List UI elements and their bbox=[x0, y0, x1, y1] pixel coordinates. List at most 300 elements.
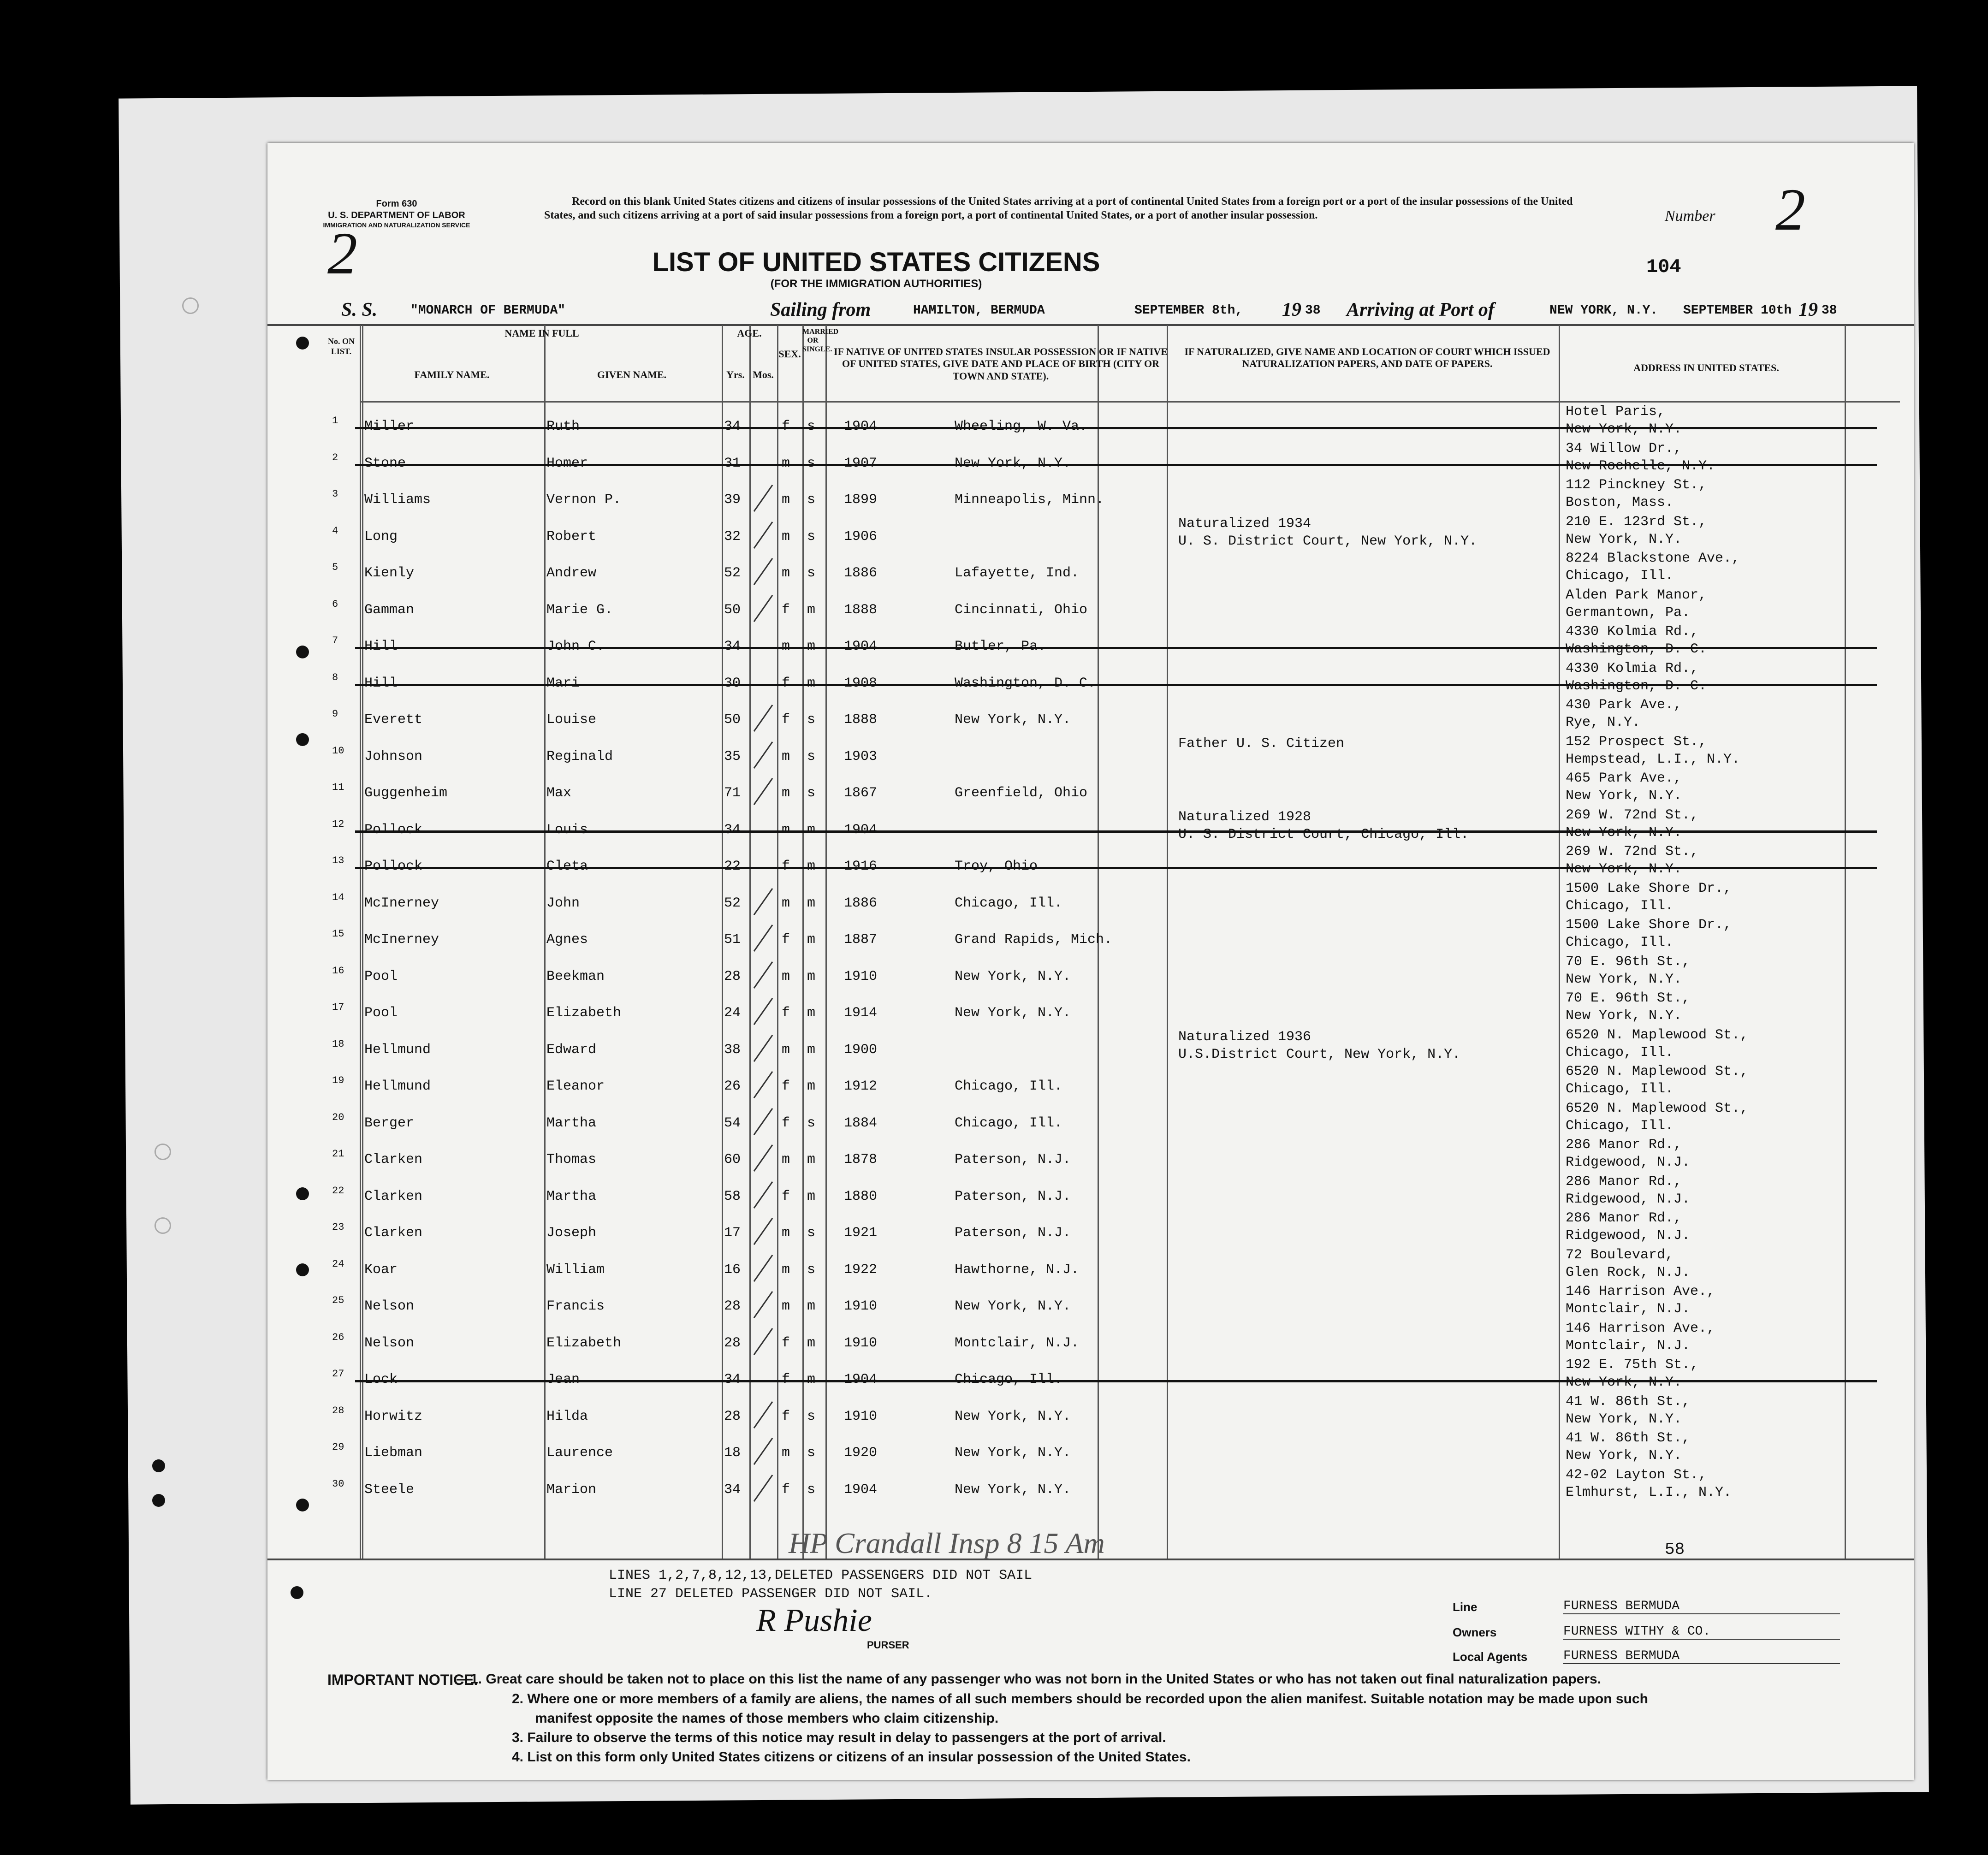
birth-place: Chicago, Ill. bbox=[955, 895, 1063, 911]
address-line-1: 6520 N. Maplewood St., bbox=[1566, 1027, 1749, 1043]
family-name: Miller bbox=[364, 419, 415, 434]
birth-place: New York, N.Y. bbox=[955, 1482, 1071, 1498]
address-line-1: 192 E. 75th St., bbox=[1566, 1357, 1699, 1373]
sex: m bbox=[782, 639, 790, 654]
table-top-rule bbox=[267, 324, 1914, 326]
given-name: Max bbox=[546, 785, 572, 801]
family-name: Lock bbox=[364, 1372, 398, 1387]
sex: m bbox=[782, 1042, 790, 1058]
age-years: 35 bbox=[724, 748, 741, 765]
address-line-1: 146 Harrison Ave., bbox=[1566, 1284, 1715, 1299]
birth-year: 1907 bbox=[844, 455, 878, 471]
sex: f bbox=[782, 1115, 790, 1131]
check-mark bbox=[754, 1034, 773, 1061]
strike-through-line bbox=[355, 1380, 1877, 1382]
birth-year: 1887 bbox=[844, 932, 878, 948]
sex: f bbox=[782, 1188, 790, 1204]
sex: m bbox=[782, 492, 790, 508]
marital-status: s bbox=[807, 455, 816, 471]
sex: m bbox=[782, 1298, 790, 1314]
passenger-count: 58 bbox=[1665, 1540, 1685, 1559]
given-name: Mari bbox=[546, 675, 580, 691]
marital-status: m bbox=[807, 1042, 816, 1058]
from-port: HAMILTON, BERMUDA bbox=[913, 303, 1045, 318]
check-mark bbox=[754, 594, 773, 622]
line-label: Line bbox=[1453, 1600, 1478, 1614]
depart-date: SEPTEMBER 8th, bbox=[1134, 303, 1243, 318]
number-label: Number bbox=[1665, 207, 1715, 225]
deleted-note-2: LINE 27 DELETED PASSENGER DID NOT SAIL. bbox=[609, 1586, 933, 1602]
birth-year: 1921 bbox=[844, 1225, 878, 1241]
birth-place: New York, N.Y. bbox=[955, 1445, 1071, 1461]
family-name: Everett bbox=[364, 712, 423, 728]
purser-signature: R Pushie bbox=[756, 1603, 872, 1638]
marital-status: s bbox=[807, 492, 816, 508]
check-mark bbox=[754, 1401, 773, 1428]
address-line-2: Ridgewood, N.J. bbox=[1566, 1155, 1691, 1170]
address-line-2: Ridgewood, N.J. bbox=[1566, 1191, 1691, 1207]
address-line-2: New York, N.Y. bbox=[1566, 421, 1682, 437]
check-mark bbox=[754, 1438, 773, 1465]
address-line-1: 41 W. 86th St., bbox=[1566, 1393, 1691, 1410]
given-name: Joseph bbox=[546, 1225, 597, 1241]
birth-year: 1904 bbox=[844, 639, 878, 654]
family-name: Gamman bbox=[364, 602, 415, 618]
col-given: GIVEN NAME. bbox=[597, 369, 667, 380]
sex: m bbox=[782, 528, 790, 545]
ss-label: S. S. bbox=[341, 299, 378, 320]
family-name: Kienly bbox=[364, 565, 415, 581]
sex: m bbox=[782, 1445, 790, 1461]
family-name: Pollock bbox=[364, 822, 423, 838]
birth-year: 1922 bbox=[844, 1262, 878, 1278]
marital-status: m bbox=[807, 1188, 816, 1204]
inspector-signature: HP Crandall Insp 8 15 Am bbox=[789, 1527, 1105, 1559]
naturalization-line-1: Naturalized 1934 bbox=[1178, 516, 1311, 532]
address-line-1: 269 W. 72nd St., bbox=[1566, 844, 1699, 859]
sex: m bbox=[782, 565, 790, 581]
age-years: 24 bbox=[724, 1005, 741, 1021]
row-number: 2 bbox=[332, 451, 338, 463]
page-subtitle: (FOR THE IMMIGRATION AUTHORITIES) bbox=[770, 278, 982, 290]
row-number: 19 bbox=[332, 1075, 344, 1086]
row-number: 25 bbox=[332, 1295, 344, 1306]
row-number: 15 bbox=[332, 928, 344, 940]
sex: m bbox=[782, 1262, 790, 1278]
row-number: 17 bbox=[332, 1002, 344, 1013]
sex: f bbox=[782, 1079, 790, 1094]
family-name: Williams bbox=[364, 492, 431, 508]
age-years: 34 bbox=[724, 419, 741, 434]
marital-status: s bbox=[807, 1225, 816, 1241]
col-married: MARRIED OR SINGLE. bbox=[802, 328, 839, 354]
given-name: Marion bbox=[546, 1482, 597, 1498]
sex: m bbox=[782, 748, 790, 765]
age-years: 28 bbox=[724, 1335, 741, 1351]
given-name: Laurence bbox=[546, 1445, 613, 1461]
given-name: William bbox=[546, 1262, 605, 1278]
given-name: Homer bbox=[546, 455, 588, 471]
marital-status: s bbox=[807, 785, 816, 801]
notice-2b: manifest opposite the names of those members who claim citizenship. bbox=[535, 1711, 999, 1726]
birth-year: 1912 bbox=[844, 1079, 878, 1094]
table-row bbox=[267, 1467, 1914, 1510]
manifest-page bbox=[267, 143, 1914, 1780]
sex: f bbox=[782, 675, 790, 691]
age-years: 28 bbox=[724, 1298, 741, 1314]
marital-status: s bbox=[807, 565, 816, 581]
birth-year: 1899 bbox=[844, 492, 878, 508]
birth-place: New York, N.Y. bbox=[955, 455, 1071, 471]
address-line-1: 1500 Lake Shore Dr., bbox=[1566, 917, 1732, 933]
address-line-1: 1500 Lake Shore Dr., bbox=[1566, 880, 1732, 896]
sex: f bbox=[782, 712, 790, 728]
col-mos: Mos. bbox=[753, 369, 774, 380]
given-name: Ruth bbox=[546, 419, 580, 434]
marital-status: m bbox=[807, 1079, 816, 1094]
family-name: Nelson bbox=[364, 1335, 415, 1351]
marital-status: m bbox=[807, 1372, 816, 1387]
birth-year: 1904 bbox=[844, 1482, 878, 1498]
birth-place: Lafayette, Ind. bbox=[955, 565, 1080, 581]
check-mark bbox=[754, 998, 773, 1025]
row-number: 8 bbox=[332, 671, 338, 683]
check-mark bbox=[754, 1254, 773, 1281]
sex: m bbox=[782, 1225, 790, 1241]
address-line-2: Glen Rock, N.J. bbox=[1566, 1264, 1691, 1280]
address-line-2: New York, N.Y. bbox=[1566, 971, 1682, 987]
col-sex: SEX. bbox=[778, 348, 801, 360]
birth-year: 1920 bbox=[844, 1445, 878, 1461]
check-mark bbox=[754, 1181, 773, 1208]
age-years: 58 bbox=[724, 1188, 741, 1204]
sex: m bbox=[782, 968, 790, 984]
check-mark bbox=[754, 1328, 773, 1355]
given-name: Louise bbox=[546, 712, 597, 728]
check-mark bbox=[754, 1071, 773, 1098]
strike-through-line bbox=[355, 464, 1877, 466]
address-line-1: Hotel Paris, bbox=[1566, 404, 1666, 420]
birth-place: Greenfield, Ohio bbox=[955, 785, 1088, 801]
marital-status: s bbox=[807, 712, 816, 728]
age-years: 52 bbox=[724, 895, 741, 911]
address-line-1: 112 Pinckney St., bbox=[1566, 477, 1707, 493]
row-number: 24 bbox=[332, 1258, 344, 1270]
row-number: 5 bbox=[332, 562, 338, 573]
given-name: Cleta bbox=[546, 859, 588, 874]
given-name: Elizabeth bbox=[546, 1005, 622, 1021]
row-number: 23 bbox=[332, 1221, 344, 1233]
address-line-1: 41 W. 86th St., bbox=[1566, 1430, 1691, 1446]
sex: m bbox=[782, 1152, 790, 1168]
given-name: John bbox=[546, 895, 580, 911]
col-address: ADDRESS IN UNITED STATES. bbox=[1633, 362, 1779, 373]
age-years: 17 bbox=[724, 1225, 741, 1241]
birth-place: New York, N.Y. bbox=[955, 1298, 1071, 1314]
age-years: 32 bbox=[724, 528, 741, 545]
age-years: 34 bbox=[724, 1372, 741, 1387]
col-age: AGE. bbox=[737, 327, 762, 339]
strike-through-line bbox=[355, 647, 1877, 649]
stamp-number: 104 bbox=[1646, 256, 1681, 278]
owners-value: FURNESS WITHY & CO. bbox=[1563, 1624, 1840, 1640]
marital-status: m bbox=[807, 1298, 816, 1314]
address-line-1: 465 Park Ave., bbox=[1566, 770, 1682, 786]
strike-through-line bbox=[355, 684, 1877, 686]
birth-year: 1888 bbox=[844, 602, 878, 618]
family-name: Berger bbox=[364, 1115, 415, 1131]
naturalization-line-1: Father U. S. Citizen bbox=[1178, 735, 1345, 752]
age-years: 31 bbox=[724, 455, 741, 471]
marital-status: m bbox=[807, 675, 816, 691]
header-bottom-rule bbox=[360, 401, 1900, 403]
strike-through-line bbox=[355, 867, 1877, 869]
age-years: 34 bbox=[724, 1482, 741, 1498]
naturalization-line-1: Naturalized 1928 bbox=[1178, 809, 1311, 825]
voyage-line bbox=[341, 299, 1909, 322]
birth-place: Paterson, N.J. bbox=[955, 1188, 1071, 1204]
notice-3: 3. Failure to observe the terms of this notice may result in delay to passengers at the port of arrival. bbox=[512, 1730, 1166, 1745]
age-years: 51 bbox=[724, 932, 741, 948]
deleted-note-1: LINES 1,2,7,8,12,13,DELETED PASSENGERS DID NOT SAIL bbox=[609, 1568, 1033, 1583]
check-mark bbox=[754, 888, 773, 915]
age-years: 39 bbox=[724, 492, 741, 508]
address-line-1: 269 W. 72nd St., bbox=[1566, 807, 1699, 823]
birth-place: New York, N.Y. bbox=[955, 968, 1071, 984]
birth-place: New York, N.Y. bbox=[955, 712, 1071, 728]
address-line-1: 70 E. 96th St., bbox=[1566, 954, 1691, 970]
row-number: 30 bbox=[332, 1478, 344, 1490]
address-line-2: Montclair, N.J. bbox=[1566, 1338, 1691, 1354]
birth-place: Paterson, N.J. bbox=[955, 1225, 1071, 1241]
marital-status: m bbox=[807, 859, 816, 874]
arrive-year: 38 bbox=[1822, 303, 1837, 318]
birth-year: 1886 bbox=[844, 565, 878, 581]
birth-year: 1904 bbox=[844, 419, 878, 434]
marital-status: m bbox=[807, 602, 816, 618]
address-line-1: 72 Boulevard, bbox=[1566, 1247, 1674, 1263]
depart-year: 38 bbox=[1305, 303, 1321, 318]
given-name: John C. bbox=[546, 639, 605, 654]
row-number: 18 bbox=[332, 1038, 344, 1050]
row-number: 20 bbox=[332, 1111, 344, 1123]
col-birth: IF NATIVE OF UNITED STATES INSULAR POSSESSION OR IF NATIVE OF UNITED STATES, GIVE DATE AND PLACE OF BIRTH (CITY OR TOWN AND STATE). bbox=[834, 346, 1168, 382]
address-line-2: Hempstead, L.I., N.Y. bbox=[1566, 751, 1740, 767]
marital-status: m bbox=[807, 1335, 816, 1351]
address-line-2: Montclair, N.J. bbox=[1566, 1301, 1691, 1317]
col-name-in-full: NAME IN FULL bbox=[504, 327, 579, 339]
row-number: 11 bbox=[332, 782, 344, 793]
check-mark bbox=[754, 1474, 773, 1501]
address-line-1: 286 Manor Rd., bbox=[1566, 1173, 1682, 1190]
address-line-1: 210 E. 123rd St., bbox=[1566, 514, 1707, 530]
birth-place: Washington, D. C. bbox=[955, 675, 1096, 691]
family-name: Hellmund bbox=[364, 1079, 431, 1094]
birth-place: Wheeling, W. Va. bbox=[955, 419, 1088, 434]
given-name: Beekman bbox=[546, 968, 605, 984]
address-line-2: Chicago, Ill. bbox=[1566, 1081, 1674, 1097]
given-name: Edward bbox=[546, 1042, 597, 1058]
row-number: 22 bbox=[332, 1185, 344, 1197]
address-line-2: Washington, D. C. bbox=[1566, 641, 1707, 657]
purser-label: PURSER bbox=[867, 1639, 909, 1651]
naturalization-line-1: Naturalized 1936 bbox=[1178, 1029, 1311, 1045]
to-port: NEW YORK, N.Y. bbox=[1549, 303, 1658, 318]
family-name: Pool bbox=[364, 968, 398, 984]
address-line-1: 70 E. 96th St., bbox=[1566, 990, 1691, 1006]
check-mark bbox=[754, 778, 773, 805]
sex: f bbox=[782, 1482, 790, 1498]
row-number: 4 bbox=[332, 525, 338, 537]
address-line-1: 8224 Blackstone Ave., bbox=[1566, 551, 1740, 566]
check-mark bbox=[754, 961, 773, 988]
address-line-1: 42-02 Layton St., bbox=[1566, 1467, 1707, 1483]
department: U. S. DEPARTMENT OF LABOR bbox=[328, 210, 465, 220]
address-line-2: New York, N.Y. bbox=[1566, 1411, 1682, 1427]
age-years: 22 bbox=[724, 859, 741, 874]
birth-place: Grand Rapids, Mich. bbox=[955, 932, 1113, 948]
family-name: Pollock bbox=[364, 859, 423, 874]
address-line-2: New York, N.Y. bbox=[1566, 788, 1682, 804]
age-years: 34 bbox=[724, 639, 741, 654]
address-line-2: Chicago, Ill. bbox=[1566, 1044, 1674, 1061]
birth-year: 1878 bbox=[844, 1152, 878, 1168]
birth-year: 1910 bbox=[844, 1408, 878, 1424]
marital-status: m bbox=[807, 639, 816, 654]
col-yrs: Yrs. bbox=[726, 369, 745, 380]
check-mark bbox=[754, 1218, 773, 1245]
address-line-2: New York, N.Y. bbox=[1566, 1375, 1682, 1390]
age-years: 16 bbox=[724, 1262, 741, 1278]
row-number: 27 bbox=[332, 1368, 344, 1380]
age-years: 50 bbox=[724, 712, 741, 728]
sex: m bbox=[782, 895, 790, 911]
row-number: 12 bbox=[332, 818, 344, 830]
arriving-label: Arriving at Port of bbox=[1347, 299, 1495, 320]
family-name: Johnson bbox=[364, 748, 423, 765]
birth-place: Chicago, Ill. bbox=[955, 1372, 1063, 1387]
marital-status: s bbox=[807, 1262, 816, 1278]
sex: f bbox=[782, 932, 790, 948]
naturalization-line-2: U.S.District Court, New York, N.Y. bbox=[1178, 1046, 1461, 1062]
page-title: LIST OF UNITED STATES CITIZENS bbox=[652, 247, 1100, 277]
birth-year: 1900 bbox=[844, 1042, 878, 1058]
given-name: Martha bbox=[546, 1188, 597, 1204]
address-line-2: Washington, D. C. bbox=[1566, 678, 1707, 694]
address-line-2: New Rochelle, N.Y. bbox=[1566, 458, 1715, 474]
birth-year: 1888 bbox=[844, 712, 878, 728]
birth-year: 1880 bbox=[844, 1188, 878, 1204]
marital-status: s bbox=[807, 1115, 816, 1131]
birth-year: 1867 bbox=[844, 785, 878, 801]
address-line-1: 286 Manor Rd., bbox=[1566, 1137, 1682, 1153]
address-line-2: Rye, N.Y. bbox=[1566, 715, 1641, 730]
address-line-1: 6520 N. Maplewood St., bbox=[1566, 1064, 1749, 1079]
birth-year: 1884 bbox=[844, 1115, 878, 1131]
row-number: 28 bbox=[332, 1405, 344, 1416]
given-name: Reginald bbox=[546, 748, 613, 765]
given-name: Andrew bbox=[546, 565, 597, 581]
row-number: 26 bbox=[332, 1331, 344, 1343]
family-name: Liebman bbox=[364, 1445, 423, 1461]
col-naturalized: IF NATURALIZED, GIVE NAME AND LOCATION OF COURT WHICH ISSUED NATURALIZATION PAPERS, AND DATE OF PAPERS. bbox=[1184, 346, 1550, 370]
birth-year: 1916 bbox=[844, 859, 878, 874]
address-line-1: 4330 Kolmia Rd., bbox=[1566, 624, 1699, 640]
age-years: 38 bbox=[724, 1042, 741, 1058]
check-mark bbox=[754, 521, 773, 548]
address-line-1: 430 Park Ave., bbox=[1566, 697, 1682, 713]
address-line-1: 146 Harrison Ave., bbox=[1566, 1320, 1715, 1336]
family-name: Nelson bbox=[364, 1298, 415, 1314]
age-years: 28 bbox=[724, 1408, 741, 1424]
family-name: Clarken bbox=[364, 1225, 423, 1241]
strike-through-line bbox=[355, 830, 1877, 833]
row-number: 9 bbox=[332, 708, 338, 720]
row-number: 16 bbox=[332, 965, 344, 977]
row-number: 7 bbox=[332, 635, 338, 646]
birth-place: New York, N.Y. bbox=[955, 1005, 1071, 1021]
sex: f bbox=[782, 419, 790, 434]
marital-status: s bbox=[807, 1445, 816, 1461]
sex: f bbox=[782, 602, 790, 618]
family-name: Hill bbox=[364, 675, 398, 691]
given-name: Vernon P. bbox=[546, 492, 622, 508]
birth-place: Butler, Pa. bbox=[955, 639, 1046, 654]
sex: m bbox=[782, 822, 790, 838]
handwritten-corner-number: 2 bbox=[327, 220, 357, 287]
family-name: Guggenheim bbox=[364, 785, 448, 801]
arrive-date: SEPTEMBER 10th bbox=[1683, 303, 1792, 318]
row-number: 10 bbox=[332, 745, 344, 757]
check-mark bbox=[754, 485, 773, 512]
birth-place: Minneapolis, Minn. bbox=[955, 492, 1104, 508]
sex: f bbox=[782, 1408, 790, 1424]
address-line-1: Alden Park Manor, bbox=[1566, 587, 1707, 603]
marital-status: m bbox=[807, 968, 816, 984]
age-years: 26 bbox=[724, 1079, 741, 1094]
address-line-1: 4330 Kolmia Rd., bbox=[1566, 660, 1699, 676]
birth-place: Chicago, Ill. bbox=[955, 1079, 1063, 1094]
marital-status: m bbox=[807, 1152, 816, 1168]
birth-year: 1903 bbox=[844, 748, 878, 765]
col-no: No. ON LIST. bbox=[328, 337, 355, 356]
address-line-2: Elmhurst, L.I., N.Y. bbox=[1566, 1484, 1732, 1500]
birth-year: 1910 bbox=[844, 968, 878, 984]
given-name: Martha bbox=[546, 1115, 597, 1131]
row-number: 1 bbox=[332, 415, 338, 427]
check-mark bbox=[754, 1144, 773, 1172]
birth-place: Chicago, Ill. bbox=[955, 1115, 1063, 1131]
given-name: Robert bbox=[546, 528, 597, 545]
age-years: 34 bbox=[724, 822, 741, 838]
sex: f bbox=[782, 1372, 790, 1387]
birth-year: 1886 bbox=[844, 895, 878, 911]
marital-status: s bbox=[807, 748, 816, 765]
birth-year: 1906 bbox=[844, 528, 878, 545]
row-number: 13 bbox=[332, 855, 344, 866]
check-mark bbox=[754, 1108, 773, 1135]
address-line-2: Ridgewood, N.J. bbox=[1566, 1228, 1691, 1244]
ship-name: "MONARCH OF BERMUDA" bbox=[410, 303, 566, 318]
age-years: 71 bbox=[724, 785, 741, 801]
age-years: 52 bbox=[724, 565, 741, 581]
naturalization-line-2: U. S. District Court, Chicago, Ill. bbox=[1178, 826, 1469, 842]
family-name: Koar bbox=[364, 1262, 398, 1278]
line-value: FURNESS BERMUDA bbox=[1563, 1599, 1840, 1614]
birth-place: Cincinnati, Ohio bbox=[955, 602, 1088, 618]
family-name: Pool bbox=[364, 1005, 398, 1021]
address-line-2: Germantown, Pa. bbox=[1566, 605, 1691, 621]
